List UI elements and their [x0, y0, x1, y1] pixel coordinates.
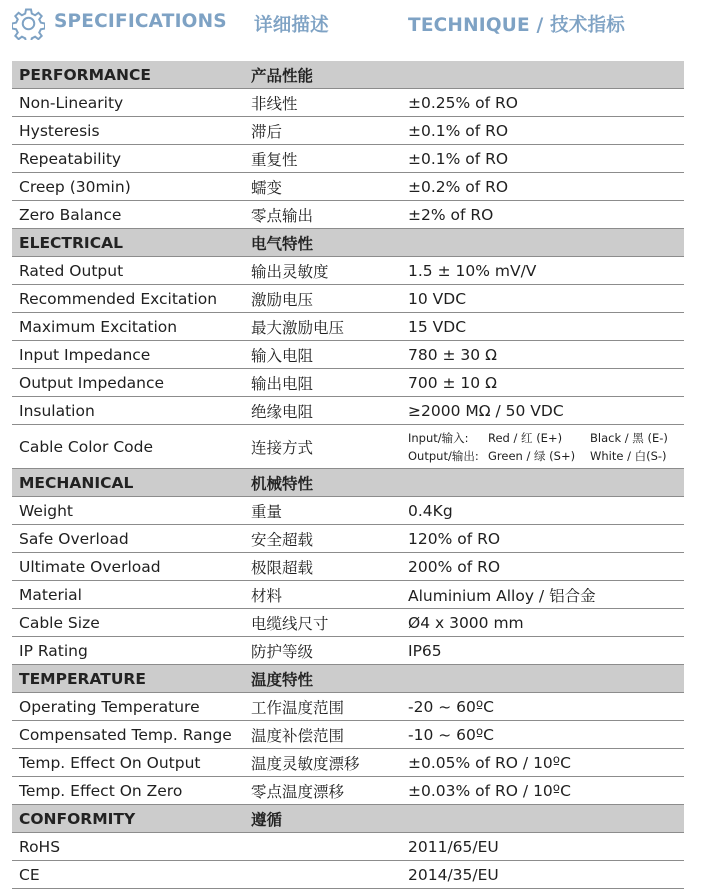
table-row [12, 497, 684, 525]
table-row [12, 369, 684, 397]
cable-input-pos: Red / 红 (E+) [488, 430, 563, 445]
row-label-cn: 输出灵敏度 [251, 262, 329, 281]
row-label-cn: 绝缘电阻 [251, 402, 314, 421]
row-value: 15 VDC [408, 317, 467, 336]
cable-output-neg: White / 白(S-) [590, 448, 667, 463]
row-label: Ultimate Overload [19, 557, 161, 576]
row-value: ≥2000 MΩ / 50 VDC [408, 401, 564, 420]
row-value: 10 VDC [408, 289, 467, 308]
row-label-cn: 温度补偿范围 [251, 726, 345, 745]
row-label: Maximum Excitation [19, 317, 178, 336]
row-label-cn: 重复性 [251, 150, 298, 169]
row-label: Recommended Excitation [19, 289, 218, 308]
table-row [12, 341, 684, 369]
row-value: 0.4Kg [408, 501, 453, 520]
row-label-cn: 滞后 [251, 122, 283, 141]
row-label-cn: 零点温度漂移 [251, 782, 345, 801]
section-header-mechanical [12, 469, 684, 497]
row-label-cn: 最大激励电压 [251, 318, 345, 337]
table-row [12, 609, 684, 637]
table-row [12, 553, 684, 581]
row-value: -20 ~ 60ºC [408, 697, 495, 716]
row-value: 2011/65/EU [408, 837, 499, 856]
table-row [12, 525, 684, 553]
row-value: ±0.2% of RO [408, 177, 509, 196]
table-row [12, 201, 684, 229]
row-label: IP Rating [19, 641, 88, 660]
section-title-cn: 遵循 [251, 810, 283, 829]
row-value: IP65 [408, 641, 442, 660]
row-label-cn: 材料 [251, 586, 283, 605]
row-value: -10 ~ 60ºC [408, 725, 495, 744]
table-row [12, 833, 684, 861]
row-label-cn: 防护等级 [251, 642, 314, 661]
section-title: CONFORMITY [19, 809, 136, 828]
title-technique: TECHNIQUE / 技术指标 [408, 15, 625, 36]
table-row [12, 581, 684, 609]
spec-table [12, 61, 684, 889]
cable-input-neg: Black / 黑 (E-) [590, 430, 668, 445]
row-label: Input Impedance [19, 345, 151, 364]
row-label: Non-Linearity [19, 93, 124, 112]
table-row [12, 285, 684, 313]
cable-input-label: Input/输入: [408, 430, 469, 445]
table-row [12, 693, 684, 721]
gear-icon [12, 7, 45, 40]
table-row [12, 89, 684, 117]
table-row [12, 749, 684, 777]
row-label: Insulation [19, 401, 95, 420]
row-value: ±0.05% of RO / 10ºC [408, 753, 571, 772]
section-title: PERFORMANCE [19, 65, 151, 84]
row-value: 2014/35/EU [408, 865, 499, 884]
table-row [12, 173, 684, 201]
table-row [12, 257, 684, 285]
row-label-cn: 工作温度范围 [251, 698, 345, 717]
row-value: ±0.1% of RO [408, 121, 509, 140]
row-value: 1.5 ± 10% mV/V [408, 261, 537, 280]
row-label-cn: 零点输出 [251, 206, 314, 225]
section-title: MECHANICAL [19, 473, 134, 492]
table-row [12, 313, 684, 341]
section-title: ELECTRICAL [19, 233, 123, 252]
table-row [12, 117, 684, 145]
row-label: Cable Size [19, 613, 100, 632]
row-label-cn: 安全超载 [251, 530, 314, 549]
table-row-cable-color [12, 425, 684, 469]
row-value: 780 ± 30 Ω [408, 345, 497, 364]
row-label-cn: 激励电压 [251, 290, 314, 309]
table-row [12, 145, 684, 173]
row-label-cn: 蠕变 [251, 178, 283, 197]
row-label: Operating Temperature [19, 697, 200, 716]
section-header-electrical [12, 229, 684, 257]
row-label: Material [19, 585, 82, 604]
row-label: Creep (30min) [19, 177, 131, 196]
table-row [12, 637, 684, 665]
section-title-cn: 产品性能 [251, 66, 314, 85]
cable-output-line [408, 447, 678, 465]
row-label: RoHS [19, 837, 61, 856]
spec-header [0, 0, 706, 48]
row-label: Output Impedance [19, 373, 165, 392]
row-value: ±0.03% of RO / 10ºC [408, 781, 571, 800]
row-value: Aluminium Alloy / 铝合金 [408, 586, 596, 605]
title-chinese: 详细描述 [254, 15, 329, 36]
row-label-cn: 连接方式 [251, 438, 314, 457]
row-label-cn: 电缆线尺寸 [251, 614, 329, 633]
table-row [12, 777, 684, 805]
table-row [12, 861, 684, 889]
cable-input-line [408, 429, 678, 447]
row-value: 200% of RO [408, 557, 501, 576]
row-value: 700 ± 10 Ω [408, 373, 497, 392]
row-label: Rated Output [19, 261, 124, 280]
row-value: ±0.1% of RO [408, 149, 509, 168]
row-label: Cable Color Code [19, 437, 154, 456]
row-label-cn: 温度灵敏度漂移 [251, 754, 360, 773]
row-value: ±0.25% of RO [408, 93, 518, 112]
row-label-cn: 非线性 [251, 94, 298, 113]
row-label-cn: 输入电阻 [251, 346, 314, 365]
section-title-cn: 机械特性 [251, 474, 314, 493]
section-title: TEMPERATURE [19, 669, 146, 688]
cable-output-label: Output/输出: [408, 448, 479, 463]
row-label: Temp. Effect On Output [19, 753, 201, 772]
section-header-performance [12, 61, 684, 89]
section-header-conformity [12, 805, 684, 833]
section-title-cn: 电气特性 [251, 234, 314, 253]
row-label: Compensated Temp. Range [19, 725, 232, 744]
section-title-cn: 温度特性 [251, 670, 314, 689]
row-label-cn: 极限超载 [251, 558, 314, 577]
row-label-cn: 输出电阻 [251, 374, 314, 393]
section-header-temperature [12, 665, 684, 693]
row-label: Hysteresis [19, 121, 100, 140]
table-row [12, 397, 684, 425]
row-label: Safe Overload [19, 529, 129, 548]
row-label: Weight [19, 501, 74, 520]
cable-color-code [408, 425, 678, 468]
row-value: ±2% of RO [408, 205, 494, 224]
title-specifications: SPECIFICATIONS [54, 11, 227, 32]
row-label: Zero Balance [19, 205, 122, 224]
row-label-cn: 重量 [251, 502, 283, 521]
cable-output-pos: Green / 绿 (S+) [488, 448, 576, 463]
row-label: Temp. Effect On Zero [19, 781, 183, 800]
row-value: Ø4 x 3000 mm [408, 613, 524, 632]
table-row [12, 721, 684, 749]
row-label: Repeatability [19, 149, 122, 168]
row-label: CE [19, 865, 40, 884]
row-value: 120% of RO [408, 529, 501, 548]
